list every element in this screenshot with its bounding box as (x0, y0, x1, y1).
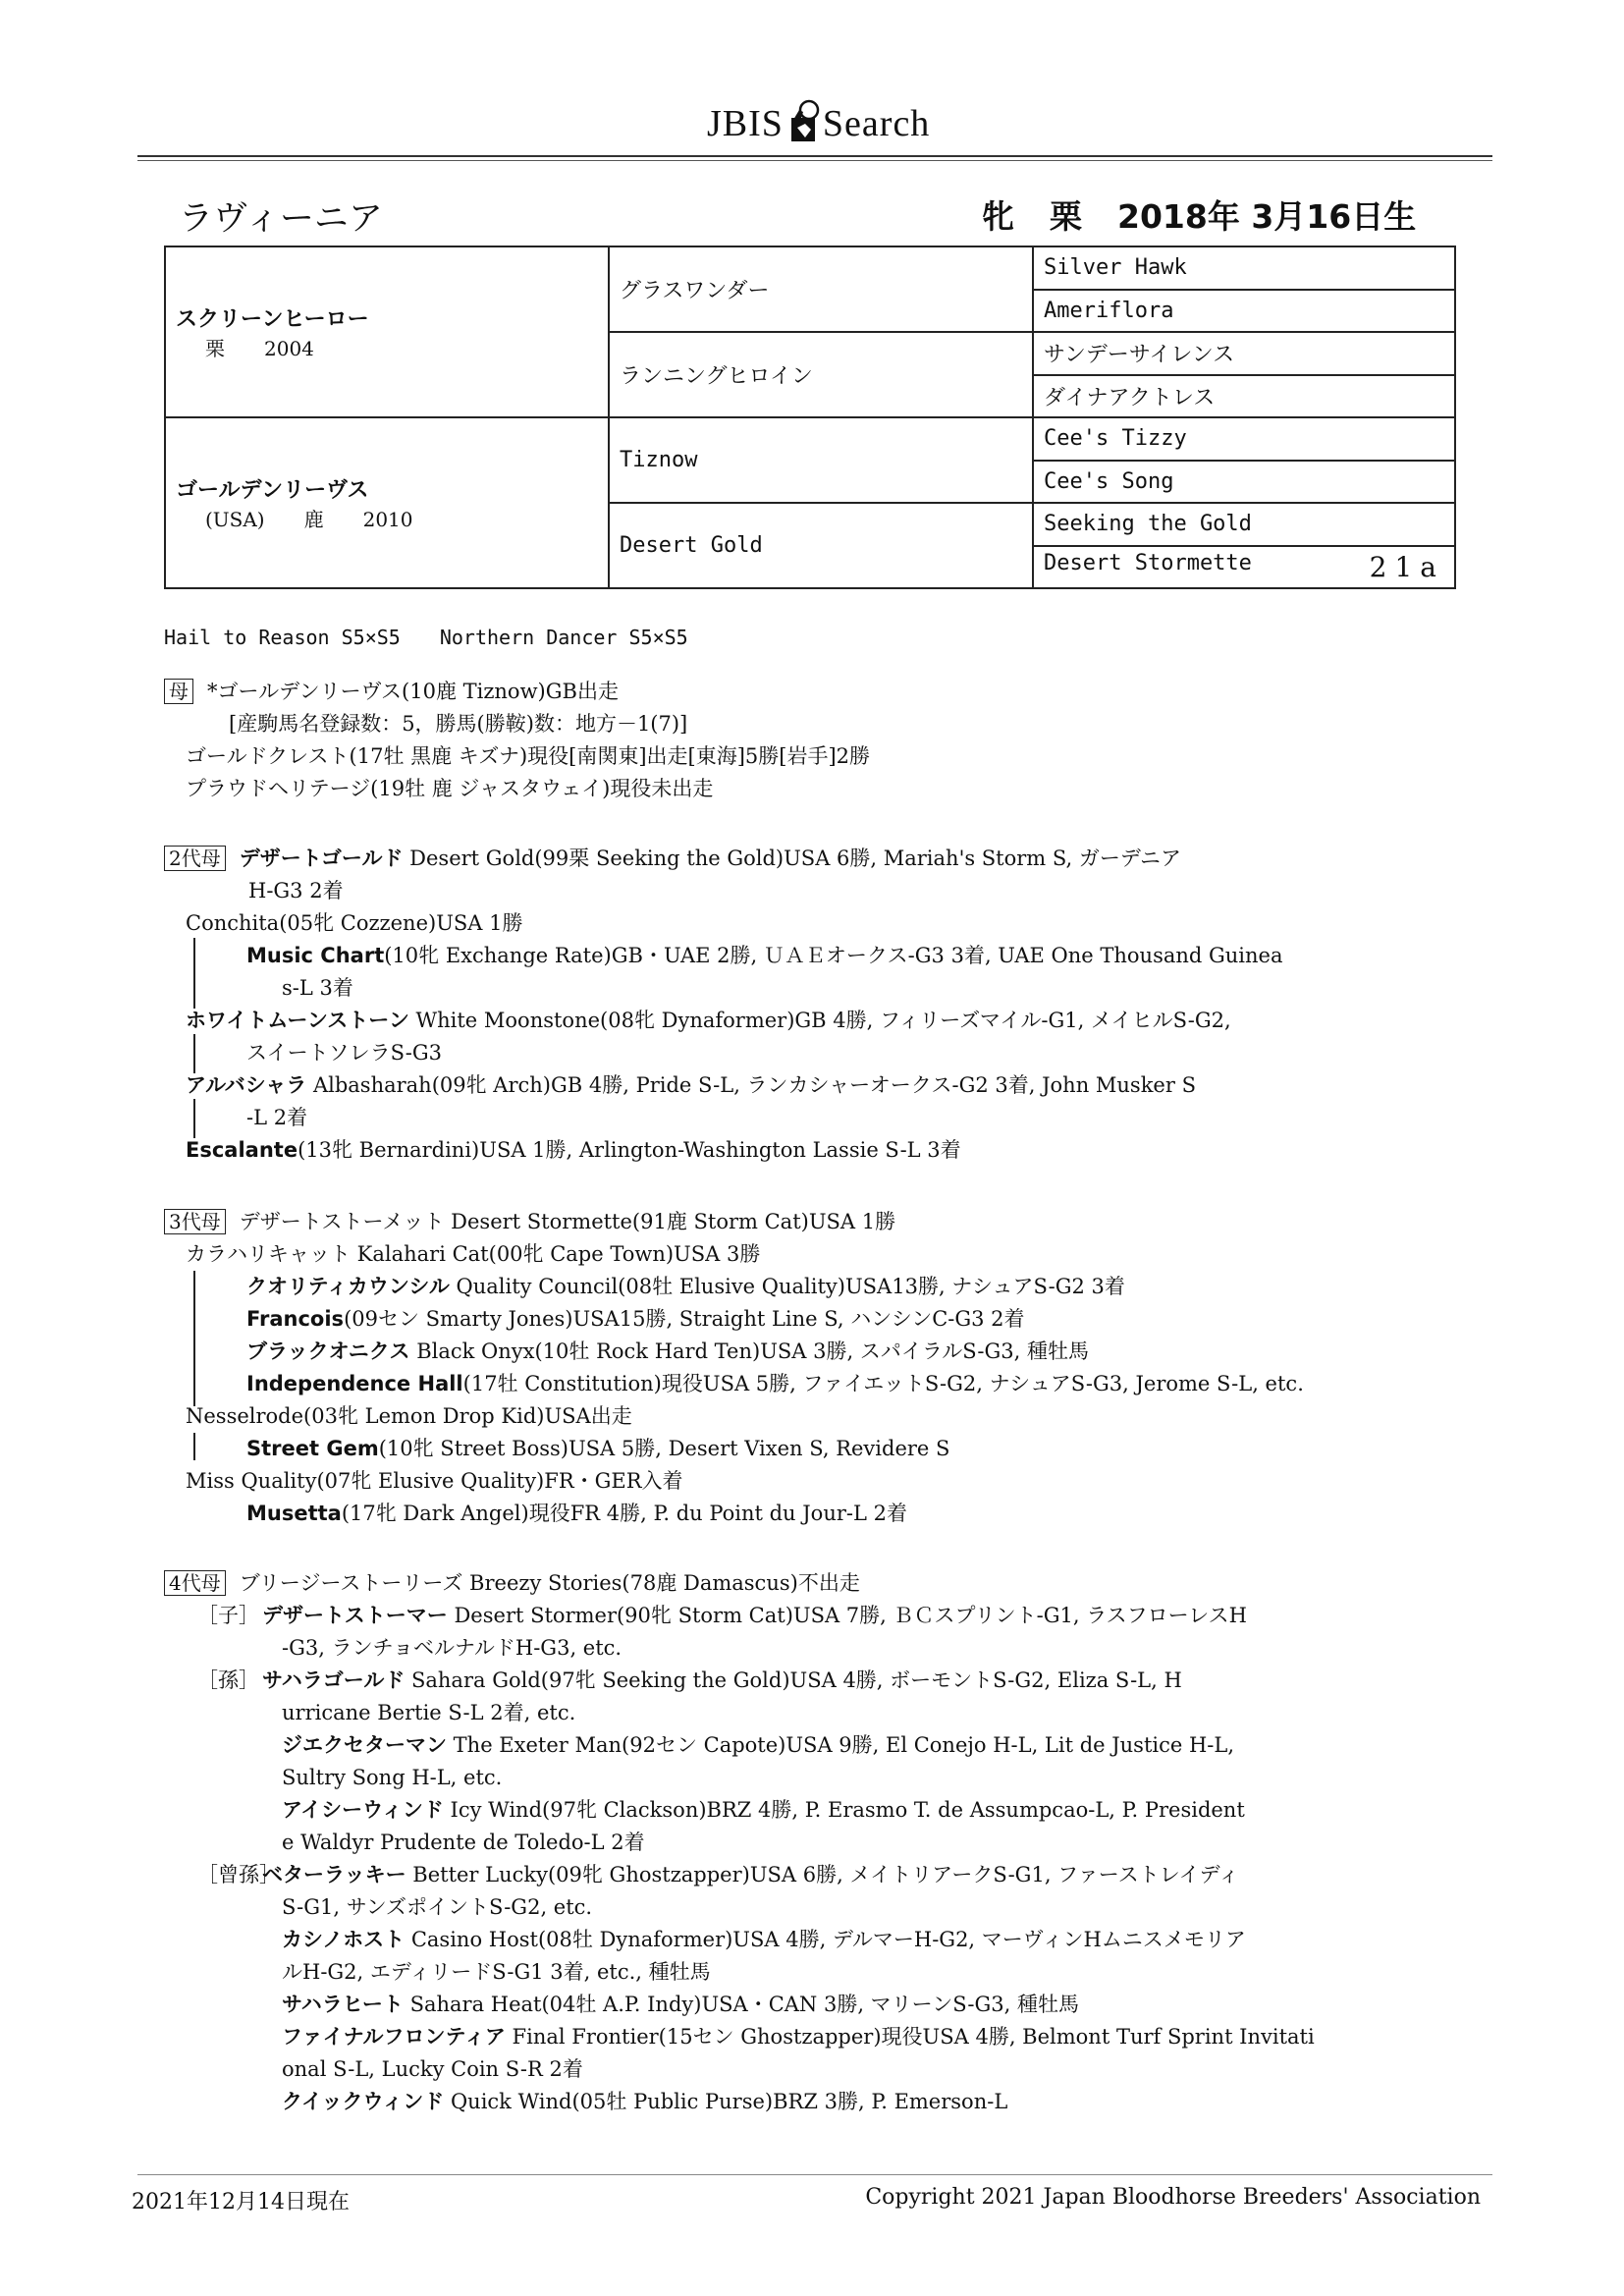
record-text: Icy Wind(97牝 Clackson)BRZ 4勝, P. Erasmo T. de Assumpcao-L, P. President (443, 1798, 1245, 1822)
footer-rule (137, 2174, 1492, 2175)
horse-link: ファイナルフロンティア (282, 2025, 506, 2049)
horse-link: サハラゴールド (262, 1668, 406, 1692)
horse-name: ラヴィーニア (179, 199, 383, 239)
section-tag: 3代母 (164, 1209, 226, 1234)
section-fourth-dam (164, 1567, 1470, 2118)
horse-link: Independence Hall (246, 1372, 463, 1395)
copyright: Copyright 2021 Japan Bloodhorse Breeders' Association (865, 2185, 1481, 2210)
pedigree-gen3-cell (1033, 546, 1455, 589)
pedigree-gen3-cell: Cee's Song (1033, 461, 1455, 504)
record-text: Desert Gold(99栗 Seeking the Gold)USA 6勝, Mariah's Storm S, ガーデニア (403, 847, 1182, 870)
record-line: プラウドヘリテージ(19牡 鹿 ジャスタウェイ)現役未出走 (186, 777, 714, 800)
record-line: カラハリキャット Kalahari Cat(00牝 Cape Town)USA 3勝 (186, 1242, 761, 1266)
generation-label: ［孫］ (197, 1668, 259, 1692)
horse-link: ブラックオニクス (246, 1339, 410, 1363)
record-line: スイートソレラS-G3 (246, 1041, 442, 1065)
inbreeding-item: Northern Dancer S5×S5 (439, 626, 688, 649)
sire-sub: 栗 2004 (205, 337, 314, 360)
sire-cell (165, 246, 609, 417)
horse-link: クオリティカウンシル (246, 1275, 450, 1298)
pedigree-gen3-name: Desert Stormette (1044, 550, 1252, 575)
pedigree-gen3-cell: Silver Hawk (1033, 246, 1455, 290)
horse-link: Francois (246, 1307, 345, 1331)
record-text: Sahara Heat(04牡 A.P. Indy)USA・CAN 3勝, マリーンS-G3, 種牡馬 (403, 1993, 1080, 2016)
header-rule-thin (137, 160, 1492, 161)
horse-link: Escalante (186, 1138, 298, 1162)
record-text: Black Onyx(10牡 Rock Hard Ten)USA 3勝, スパイラルS-G3, 種牡馬 (409, 1339, 1089, 1363)
horse-birth: 2018年 3月16日生 (1117, 197, 1417, 236)
record-line: ルH-G2, エディリードS-G1 3着, etc., 種牡馬 (282, 1960, 711, 1984)
record-line: Nesselrode(03牝 Lemon Drop Kid)USA出走 (186, 1404, 632, 1428)
header-rule (137, 155, 1492, 157)
record-line: onal S-L, Lucky Coin S-R 2着 (282, 2057, 583, 2081)
section-dam (164, 676, 1470, 805)
generation-label: ［子］ (197, 1604, 259, 1627)
record-text: Final Frontier(15セン Ghostzapper)現役USA 4勝, Belmont Turf Sprint Invitati (505, 2025, 1315, 2049)
horse-color: 栗 (1050, 197, 1082, 236)
record-text: (17牝 Dark Angel)現役FR 4勝, P. du Point du Jour-L 2着 (341, 1502, 907, 1525)
record-text: (10牝 Exchange Rate)GB・UAE 2勝, ＵＡＥオークス-G3 3着, UAE One Thousand Guinea (384, 944, 1283, 967)
family-number: 21a (1369, 550, 1444, 583)
sire-name: スクリーンヒーロー (176, 307, 369, 332)
record-text: Quick Wind(05牡 Public Purse)BRZ 3勝, P. Emerson-L (444, 2090, 1008, 2113)
record-text: Casino Host(08牡 Dynaformer)USA 4勝, デルマーH-G2, マーヴィンHムニスメモリア (405, 1928, 1246, 1951)
record-text: Albasharah(09牝 Arch)GB 4勝, Pride S-L, ランカシャーオークス-G2 3着, John Musker S (306, 1073, 1196, 1097)
dam-sub: (USA) 鹿 2010 (205, 508, 413, 531)
horse-link: アルバシャラ (186, 1073, 307, 1097)
record-line: ゴールドクレスト(17牡 黒鹿 キズナ)現役[南関東]出走[東海]5勝[岩手]2勝 (186, 744, 871, 768)
inbreeding-line (164, 626, 728, 649)
record-text: White Moonstone(08牝 Dynaformer)GB 4勝, フィリーズマイル-G1, メイヒルS-G2, (408, 1009, 1231, 1032)
horse-link: Musetta (246, 1502, 342, 1525)
pedigree-gen2-cell: Tiznow (609, 417, 1033, 503)
record-line: e Waldyr Prudente de Toledo-L 2着 (282, 1831, 645, 1854)
horse-link: クイックウィンド (282, 2090, 445, 2113)
horse-link: ジエクセターマン (282, 1733, 447, 1757)
horse-magnifier-icon (785, 98, 821, 143)
section-tag: 2代母 (164, 846, 226, 871)
horse-link: Music Chart (246, 944, 385, 967)
record-line: Sultry Song H-L, etc. (282, 1766, 503, 1789)
record-line: Conchita(05牝 Cozzene)USA 1勝 (186, 911, 523, 935)
dam-cell (165, 417, 609, 588)
horse-link: デザートストーマー (262, 1604, 448, 1627)
record-text: Better Lucky(09牝 Ghostzapper)USA 6勝, メイトリアークS-G1, ファーストレイディ (406, 1863, 1239, 1886)
dam-name: ゴールデンリーヴス (176, 478, 369, 503)
section-second-dam (164, 843, 1470, 1167)
horse-link: カシノホスト (282, 1928, 406, 1951)
record-text: ブリージーストーリーズ Breezy Stories(78鹿 Damascus)不出走 (239, 1571, 860, 1595)
record-text: Sahara Gold(97牝 Seeking the Gold)USA 4勝, ボーモントS-G2, Eliza S-L, H (405, 1668, 1182, 1692)
horse-link: アイシーウィンド (282, 1798, 444, 1822)
record-line: S-G1, サンズポイントS-G2, etc. (282, 1895, 593, 1919)
record-text: (17牡 Constitution)現役USA 5勝, ファイエットS-G2, ナシュアS-G3, Jerome S-L, etc. (462, 1372, 1304, 1395)
horse-link: デザートゴールド (239, 847, 404, 870)
record-line: urricane Bertie S-L 2着, etc. (282, 1701, 576, 1724)
record-line: *ゴールデンリーヴス(10鹿 Tiznow)GB出走 (207, 680, 619, 703)
inbreeding-item: Hail to Reason S5×S5 (164, 626, 401, 649)
record-line: H-G3 2着 (248, 879, 344, 902)
section-third-dam (164, 1206, 1470, 1530)
record-line: [産駒馬名登録数：5，勝馬(勝鞍)数：地方－1(7)] (229, 712, 688, 736)
pedigree-gen3-cell: Ameriflora (1033, 290, 1455, 333)
record-line: -L 2着 (246, 1106, 308, 1129)
jbis-search-logo (707, 98, 930, 145)
section-tag: 4代母 (164, 1570, 226, 1596)
generation-label: ［曾孫］ (197, 1863, 280, 1886)
horse-sex: 牝 (982, 197, 1014, 236)
horse-link: Street Gem (246, 1437, 379, 1460)
as-of-date: 2021年12月14日現在 (132, 2190, 350, 2214)
record-line: Miss Quality(07牝 Elusive Quality)FR・GER入着 (186, 1469, 683, 1493)
pedigree-gen3-cell: サンデーサイレンス (1033, 332, 1455, 375)
pedigree-gen3-cell: Cee's Tizzy (1033, 417, 1455, 461)
horse-link: サハラヒート (282, 1993, 404, 2016)
pedigree-gen3-cell: Seeking the Gold (1033, 503, 1455, 546)
record-text: The Exeter Man(92セン Capote)USA 9勝, El Conejo H-L, Lit de Justice H-L, (447, 1733, 1235, 1757)
pedigree-gen3-cell: ダイナアクトレス (1033, 375, 1455, 418)
record-text: Quality Council(08牡 Elusive Quality)USA13勝, ナシュアS-G2 3着 (449, 1275, 1125, 1298)
horse-link: ホワイトムーンストーン (186, 1009, 409, 1032)
record-text: (09セン Smarty Jones)USA15勝, Straight Line S, ハンシンC-G3 2着 (344, 1307, 1025, 1331)
pedigree-table (164, 246, 1456, 589)
pedigree-gen2-cell: ランニングヒロイン (609, 332, 1033, 417)
pedigree-gen2-cell: Desert Gold (609, 503, 1033, 588)
section-tag: 母 (164, 679, 193, 704)
pedigree-gen2-cell: グラスワンダー (609, 246, 1033, 332)
logo-text-right: Search (822, 103, 931, 144)
horse-meta (982, 191, 1416, 238)
record-text: Desert Stormer(90牝 Storm Cat)USA 7勝, ＢＣスプリント-G1, ラスフローレスH (447, 1604, 1247, 1627)
record-text: デザートストーメット Desert Stormette(91鹿 Storm Cat)USA 1勝 (239, 1210, 896, 1233)
horse-link: ベターラッキー (262, 1863, 406, 1886)
logo-text-left: JBIS (707, 103, 784, 144)
record-text: (10牝 Street Boss)USA 5勝, Desert Vixen S, Revidere S (378, 1437, 950, 1460)
record-text: (13牝 Bernardini)USA 1勝, Arlington-Washington Lassie S-L 3着 (298, 1138, 961, 1162)
record-line: -G3, ランチョベルナルドH-G3, etc. (282, 1636, 623, 1660)
record-line: s-L 3着 (282, 976, 353, 1000)
